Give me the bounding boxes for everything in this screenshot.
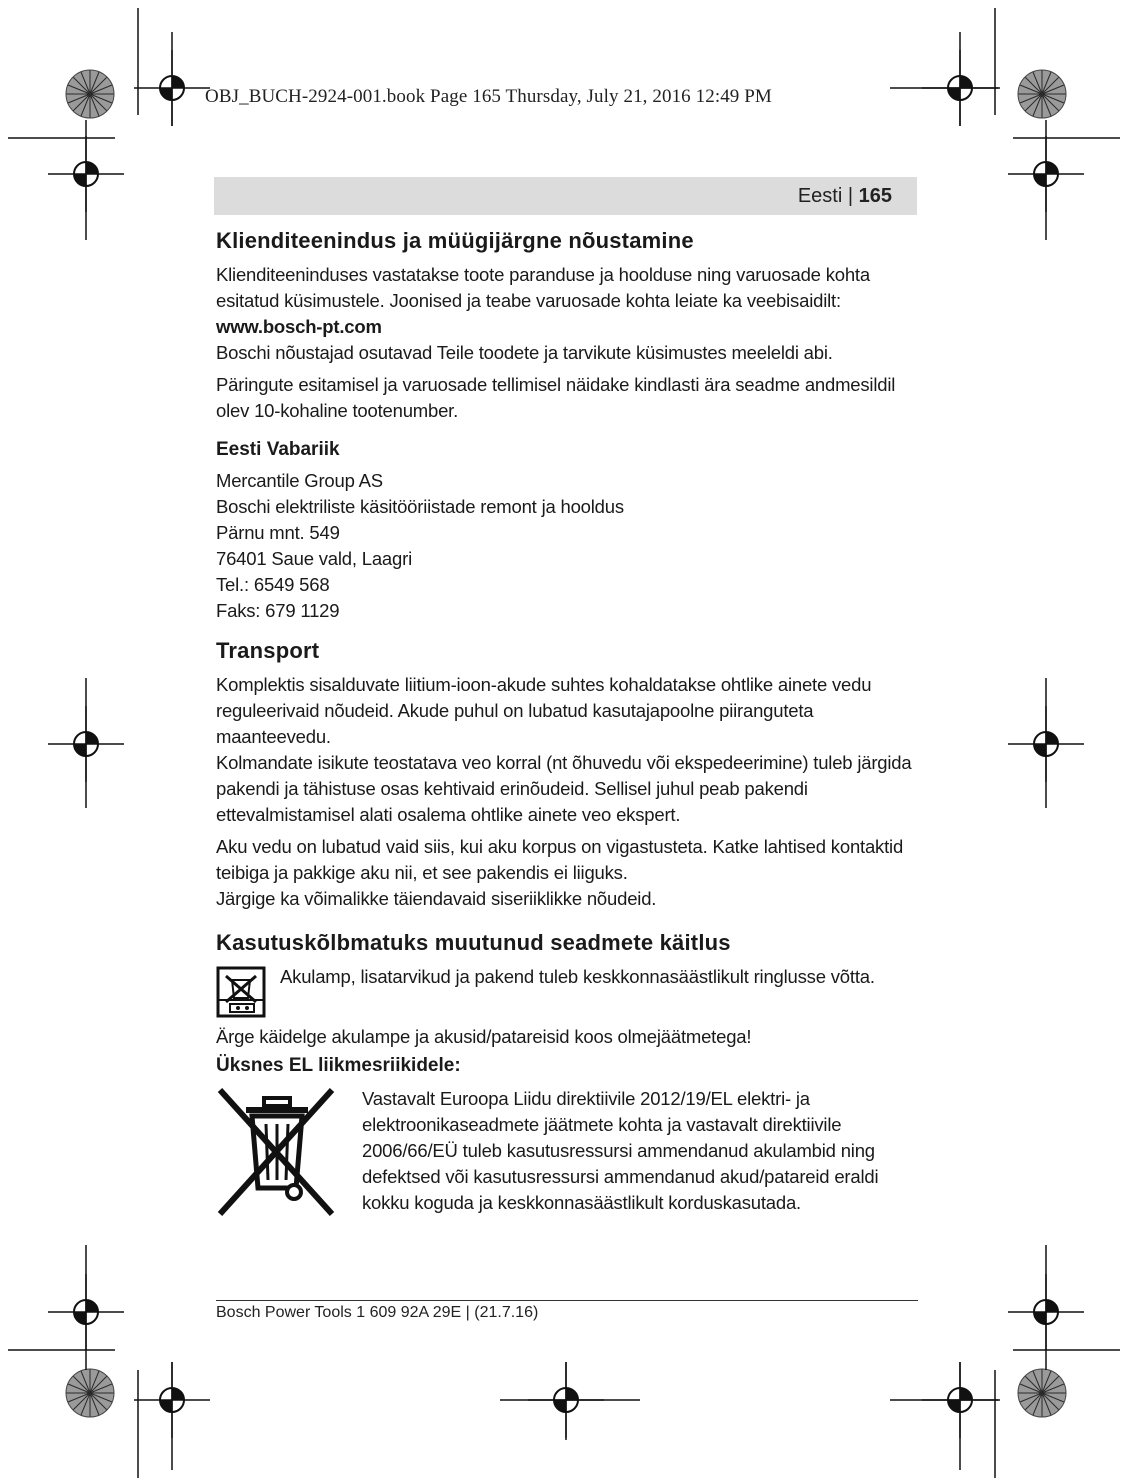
recycle-row: [216, 964, 918, 1024]
address-line: Boschi elektriliste käsitööriistade remont ja hooldus: [216, 496, 624, 517]
color-target-icon: [1018, 1369, 1066, 1417]
recycle-text: Akulamp, lisatarvikud ja pakend tuleb keskkonnasäästlikult ringlusse võtta.: [280, 966, 875, 987]
address-block: [216, 468, 918, 624]
website-link[interactable]: www.bosch-pt.com: [216, 316, 382, 337]
address-line: 76401 Saue vald, Laagri: [216, 548, 412, 569]
paragraph: Aku vedu on lubatud vaid siis, kui aku korpus on vigastusteta. Katke lahtised kontaktid teibiga ja pakkige aku nii, et see pakendis ei liiguks.: [216, 836, 904, 883]
page-number: 165: [858, 185, 892, 207]
warning-text: Ärge käidelge akulampe ja akusid/patareisid koos olmejäätmetega!: [216, 1026, 752, 1047]
header-separator: |: [842, 185, 859, 207]
color-target-icon: [66, 70, 114, 118]
eu-directive-text: Vastavalt Euroopa Liidu direktiivile 2012/19/EL elektri- ja elektroonikaseadmete jäätmete kohta ja vastavalt direktiivile 2006/66/EÜ tuleb kasutusressursi ammendanud akulambid ning defektsed või kasutusressursi ammendanud akud/patareid eraldi kokku koguda ja keskkonnasäästlikult korduskasutada.: [362, 1088, 879, 1213]
page-content: [216, 226, 918, 1226]
eu-disposal-block: [216, 1086, 918, 1226]
section-heading-customer-service: Klienditeenindus ja müügijärgne nõustamine: [216, 228, 694, 253]
paragraph: Järgige ka võimalikke täiendavaid siseriiklikke nõudeid.: [216, 888, 657, 909]
address-line: Mercantile Group AS: [216, 470, 383, 491]
eu-heading: Üksnes EL liikmesriikidele:: [216, 1055, 461, 1076]
footer: Bosch Power Tools 1 609 92A 29E | (21.7.16): [216, 1304, 539, 1321]
section-heading-transport: Transport: [216, 638, 320, 663]
page-header: [214, 177, 917, 215]
paragraph: Päringute esitamisel ja varuosade tellimisel näidake kindlasti ära seadme andmesildil olev 10-kohaline tootenumber.: [216, 374, 896, 421]
header-language: Eesti: [797, 185, 843, 207]
small-weee-icon: [216, 966, 268, 1020]
section-heading-disposal: Kasutuskõlbmatuks muutunud seadmete käitlus: [216, 930, 731, 955]
print-slug: OBJ_BUCH-2924-001.book Page 165 Thursday, July 21, 2016 12:49 PM: [205, 86, 772, 107]
address-line: Pärnu mnt. 549: [216, 522, 340, 543]
header-label: [798, 185, 892, 208]
paragraph: Klienditeeninduses vastatakse toote paranduse ja hoolduse ning varuosade kohta esitatud küsimustele. Joonised ja teabe varuosade kohta leiate ka veebisaidilt:: [216, 264, 870, 311]
weee-bin-icon: [216, 1088, 336, 1220]
address-line: Faks: 679 1129: [216, 600, 340, 621]
paragraph: Komplektis sisalduvate liitium-ioon-akude suhtes kohaldatakse ohtlike ainete vedu reguleerivaid nõudeid. Akude puhul on lubatud kasutajapoolne piiranguteta maanteevedu.: [216, 674, 872, 747]
footer-rule: [216, 1300, 918, 1301]
address-country: Eesti Vabariik: [216, 439, 340, 460]
color-target-icon: [66, 1369, 114, 1417]
color-target-icon: [1018, 70, 1066, 118]
paragraph: Boschi nõustajad osutavad Teile toodete ja tarvikute küsimustes meeleldi abi.: [216, 342, 833, 363]
address-line: Tel.: 6549 568: [216, 574, 330, 595]
paragraph: Kolmandate isikute teostatava veo korral (nt õhuvedu või ekspedeerimine) tuleb järgida pakendi ja tähistuse osas kehtivaid erinõudeid. Sellisel juhul peab pakendi ettevalmistamisel alati osalema ohtlike ainete veo ekspert.: [216, 752, 912, 825]
